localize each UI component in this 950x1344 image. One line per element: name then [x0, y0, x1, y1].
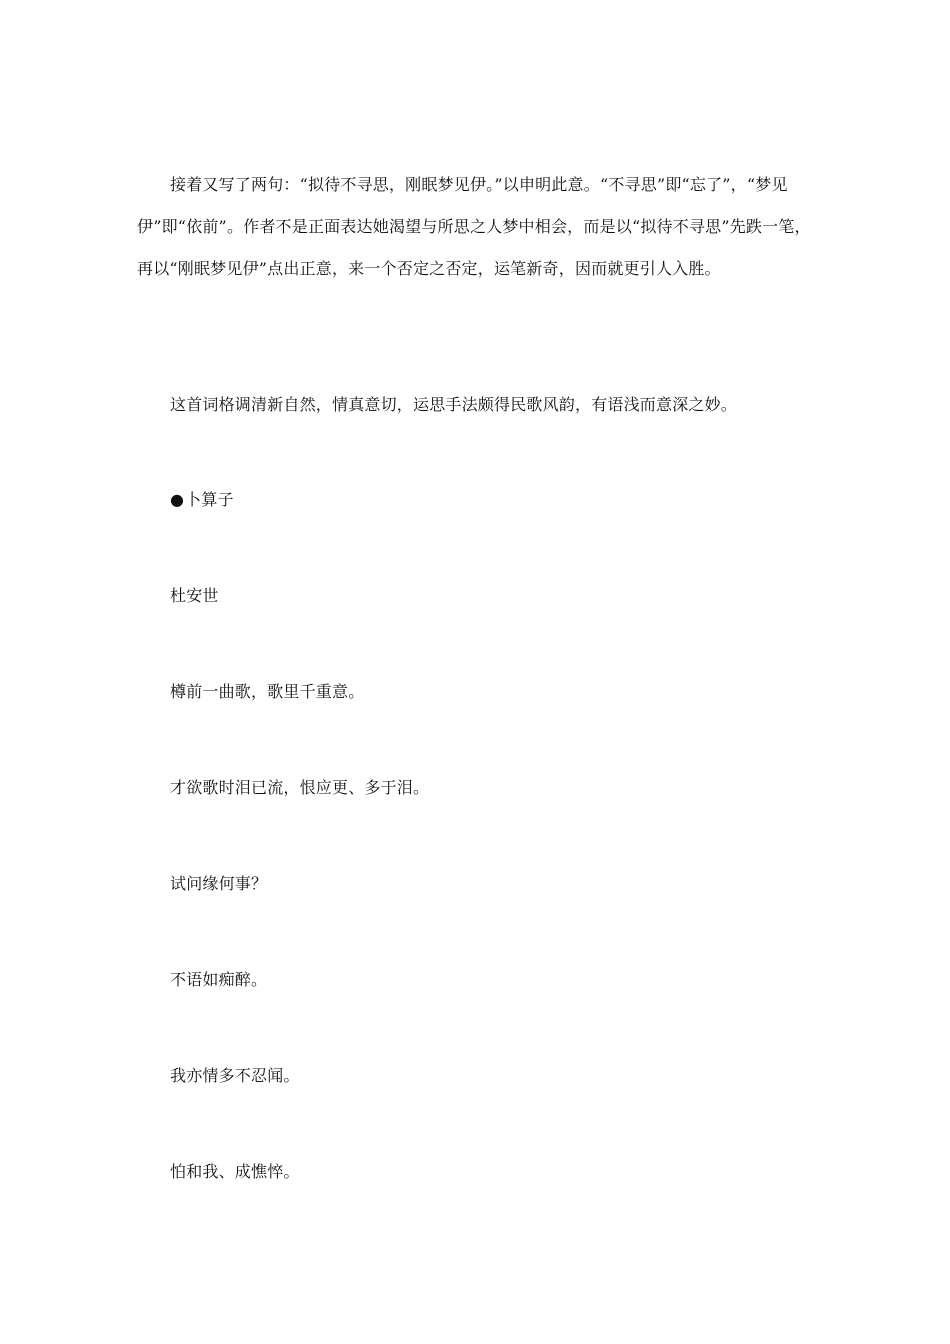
poem-line-3: 试问缘何事？ [170, 874, 268, 893]
poem-author: 杜安世 [170, 586, 219, 605]
bullet-icon: ● [170, 490, 185, 509]
poem-line-6: 怕和我、成憔悴。 [170, 1162, 300, 1181]
commentary-paragraph-1: 接着又写了两句：“拟待不寻思，刚眠梦见伊。”以申明此意。“不寻思”即“忘了”，“梦见伊”即“依前”。作者不是正面表达她渴望与所思之人梦中相会，而是以“拟待不寻思”先跌一笔，再以“刚眠梦见伊”点出正意，来一个否定之否定，运笔新奇，因而就更引人入胜。 [137, 175, 811, 278]
poem-line-4: 不语如痴醉。 [170, 970, 268, 989]
poem-line-1: 樽前一曲歌，歌里千重意。 [170, 682, 365, 701]
poem-title: 卜算子 [185, 490, 234, 509]
poem-line-5: 我亦情多不忍闻。 [170, 1066, 300, 1085]
poem-line-2: 才欲歌时泪已流，恨应更、多于泪。 [170, 778, 430, 797]
commentary-paragraph-2: 这首词格调清新自然，情真意切，运思手法颇得民歌风韵，有语浅而意深之妙。 [170, 395, 738, 414]
poem-title-line [170, 489, 234, 511]
